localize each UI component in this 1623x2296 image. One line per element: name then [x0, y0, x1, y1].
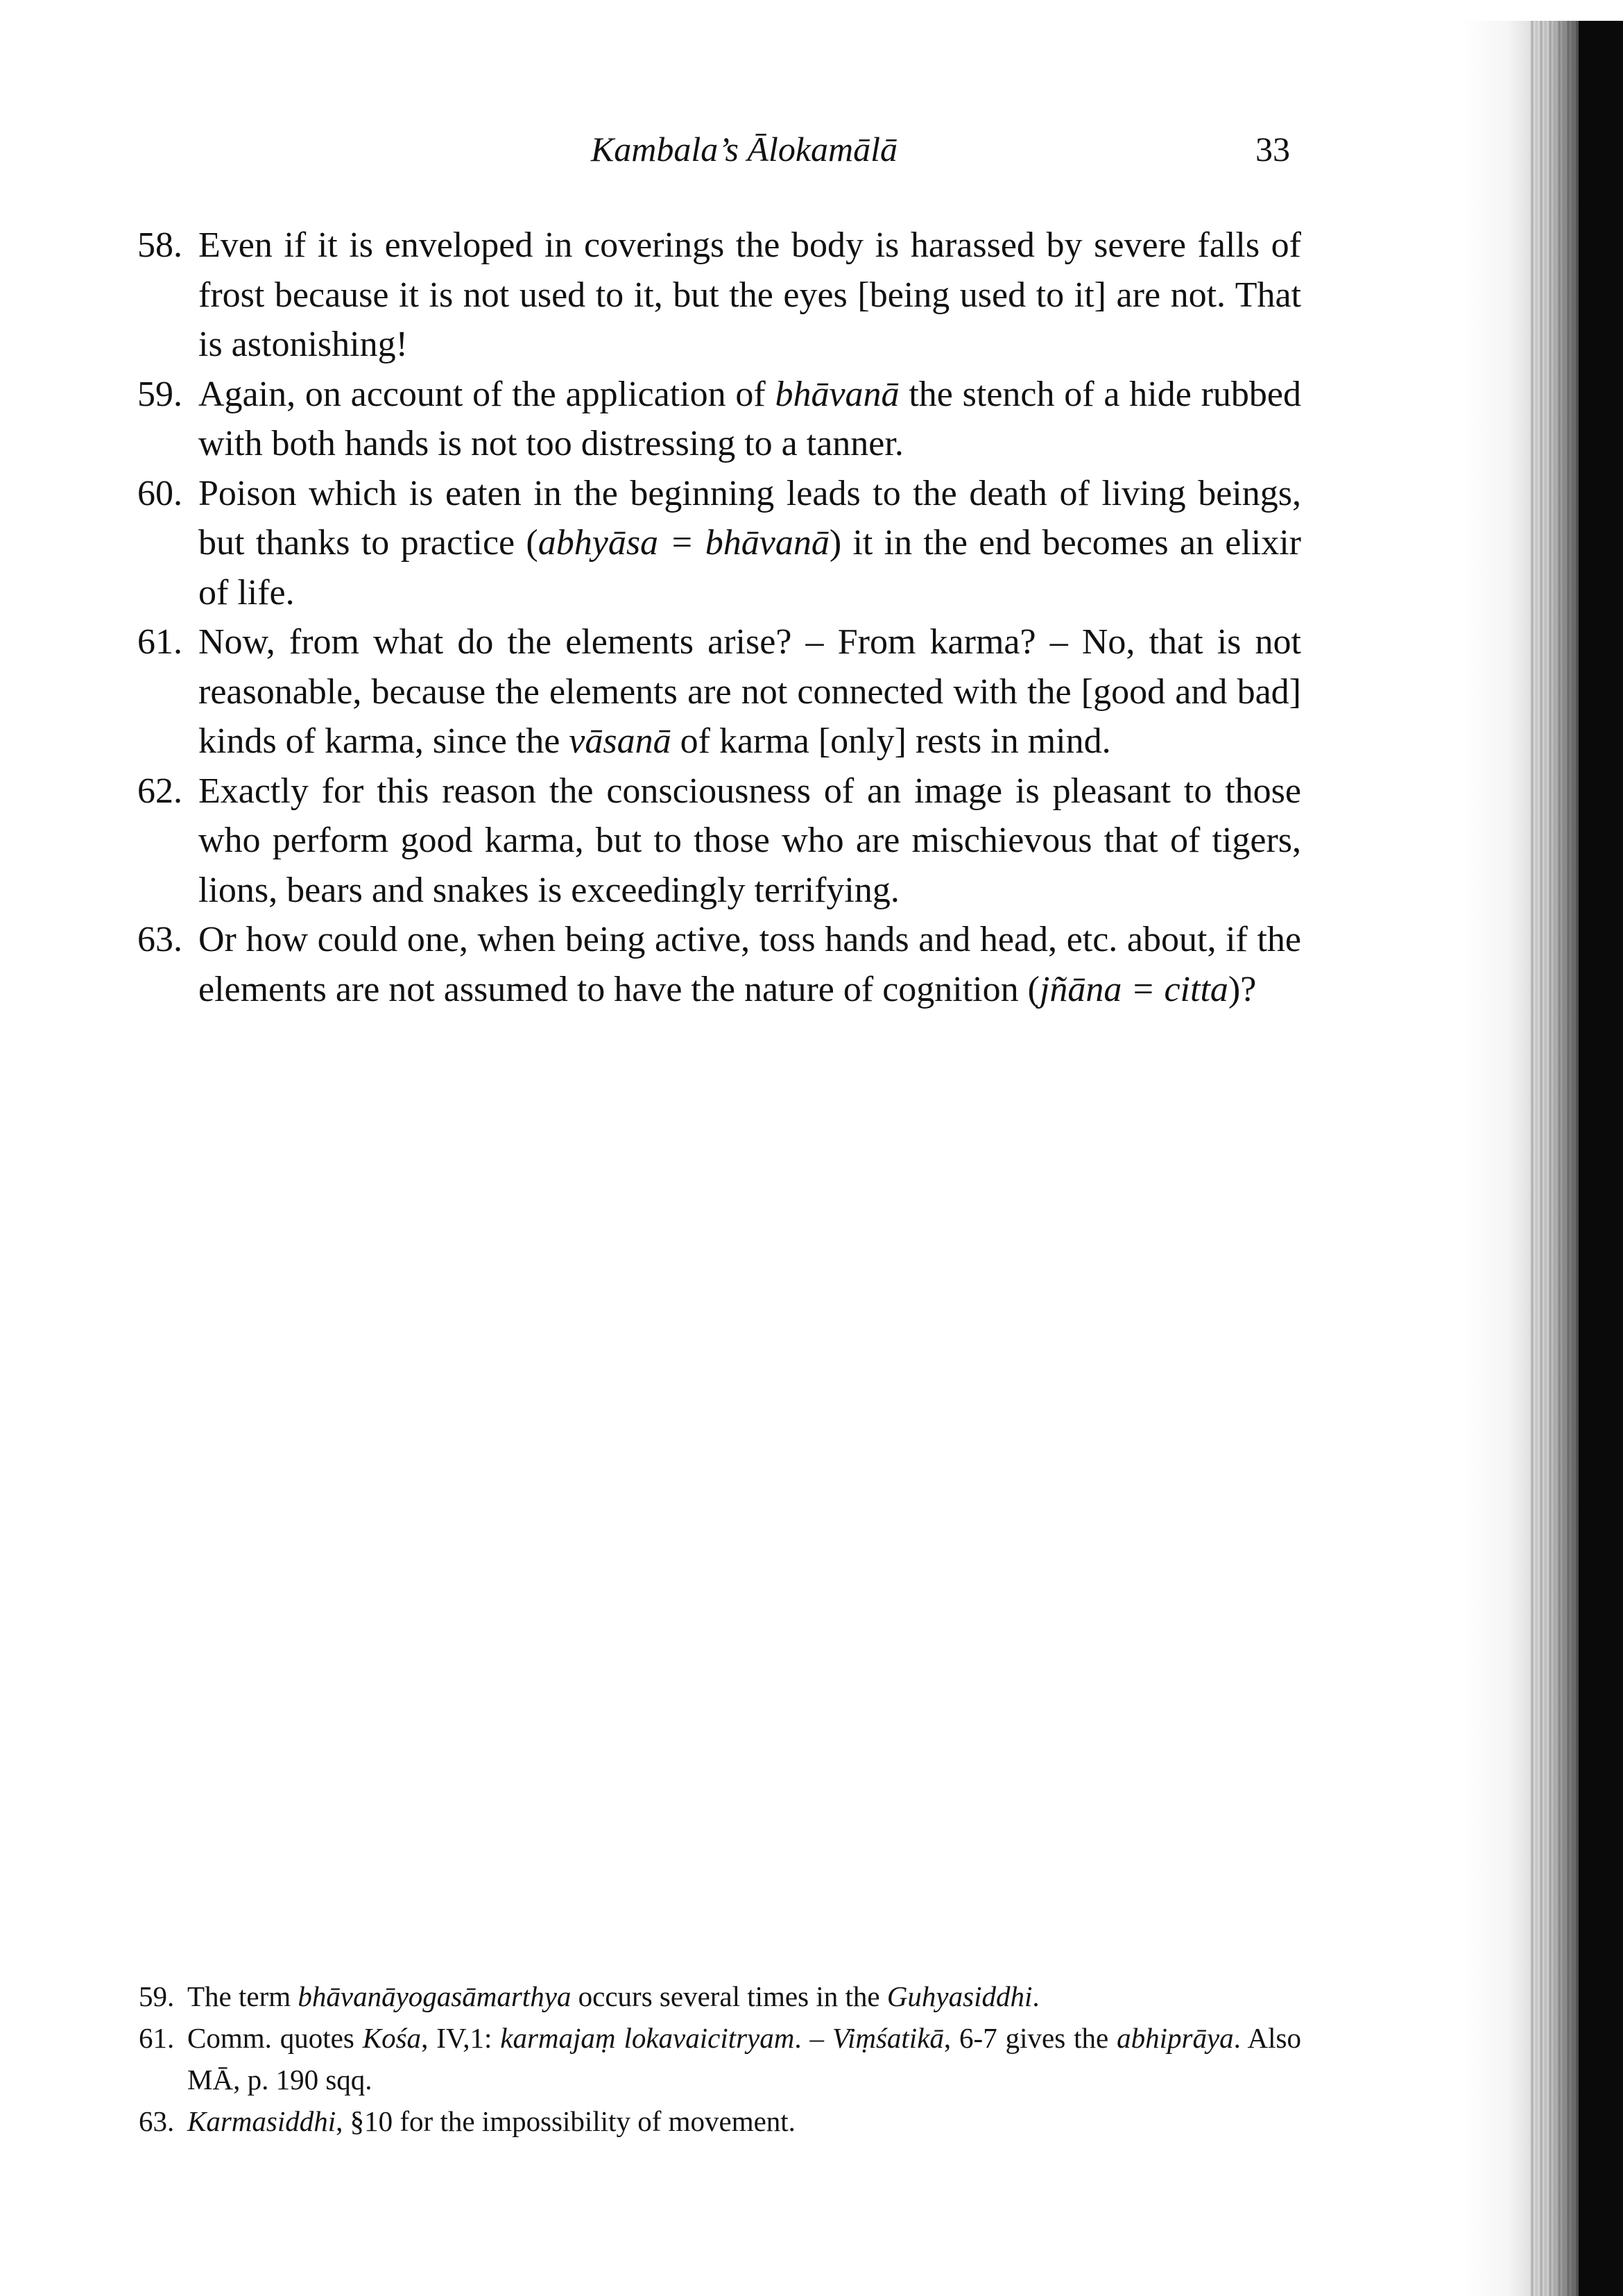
verse-text: Or how could one, when being active, toss hands and head, etc. about, if the elements are not assumed to have the nature of cognition (	[198, 920, 1301, 1009]
running-title: Kambala’s Ālokamālā	[590, 130, 898, 169]
verse	[139, 469, 1301, 618]
verse-text: Again, on account of the application of	[198, 374, 775, 414]
verse	[139, 370, 1301, 469]
verse	[139, 766, 1301, 916]
verse-italic-text: jñāna = citta	[1039, 969, 1228, 1009]
footnote-italic-text: Karmasiddhi	[187, 2105, 336, 2137]
footnote-italic-text: abhiprāya	[1117, 2022, 1234, 2054]
footnote-text: . Also MĀ, p. 190 sqq.	[187, 2022, 1301, 2096]
verse-italic-text: abhyāsa = bhāvanā	[538, 523, 830, 563]
verse-text: the stench of a hide rubbed with both hands is not too distressing to a tanner.	[198, 374, 1301, 463]
verse-text: Now, from what do the elements arise? – From karma? – No, that is not reasonable, because the elements are not connected with the [good and bad] kinds of karma, since the	[198, 622, 1301, 761]
footnote-text: Comm. quotes	[187, 2022, 363, 2054]
footnote	[139, 2017, 1301, 2100]
footnote	[139, 2100, 1301, 2142]
footnote-number: 61.	[139, 2022, 175, 2054]
verse-italic-text: vāsanā	[569, 721, 671, 761]
footnote-number: 59.	[139, 1980, 175, 2012]
footnote-text: . –	[794, 2022, 832, 2054]
footnote-italic-text: Guhyasiddhi	[886, 1980, 1033, 2012]
verse-number: 58.	[137, 225, 182, 265]
verse-text: Even if it is enveloped in coverings the body is harassed by severe falls of frost because it is not used to it, but the eyes [being used to it] are not. That is astonishing!	[198, 225, 1301, 364]
footnote-number: 63.	[139, 2105, 175, 2137]
verse-number: 61.	[137, 622, 182, 662]
verse-number: 62.	[137, 771, 182, 811]
verse-text: ) it in the end becomes an elixir of life.	[198, 523, 1301, 612]
verse	[139, 617, 1301, 766]
verse-list	[139, 221, 1301, 1014]
page-number: 33	[1255, 130, 1290, 169]
footnote-text: The term	[187, 1980, 298, 2012]
footnote-italic-text: karmajaṃ lokavaicitryam	[500, 2022, 795, 2054]
page-gutter-edge	[1579, 21, 1623, 2296]
footnote-italic-text: Viṃśatikā	[832, 2022, 944, 2054]
binding-texture	[1530, 21, 1579, 2296]
footnote-list	[139, 1976, 1301, 2142]
verse-number: 59.	[137, 374, 182, 414]
verse-number: 60.	[137, 473, 182, 513]
verse-text: Poison which is eaten in the beginning leads to the death of living beings, but thanks to practice (	[198, 473, 1301, 563]
verse-text: )?	[1228, 969, 1257, 1009]
footnote-text: , §10 for the impossibility of movement.	[336, 2105, 796, 2137]
footnote-italic-text: bhāvanāyogasāmarthya	[298, 1980, 572, 2012]
footnote-italic-text: Kośa	[362, 2022, 422, 2054]
verse	[139, 221, 1301, 370]
footnote-text: occurs several times in the	[571, 1980, 887, 2012]
verse	[139, 915, 1301, 1014]
footnote-text: , 6-7 gives the	[943, 2022, 1117, 2054]
verse-text: Exactly for this reason the consciousness of an image is pleasant to those who perform good karma, but to those who are mischievous that of tigers, lions, bears and snakes is exceedingly terrifying.	[198, 771, 1301, 910]
running-header	[198, 125, 1290, 173]
verse-number: 63.	[137, 920, 182, 959]
verse-italic-text: bhāvanā	[775, 374, 900, 414]
footnote	[139, 1976, 1301, 2017]
verse-text: of karma [only] rests in mind.	[671, 721, 1111, 761]
footnote-text: .	[1032, 1980, 1040, 2012]
footnote-text: , IV,1:	[421, 2022, 501, 2054]
